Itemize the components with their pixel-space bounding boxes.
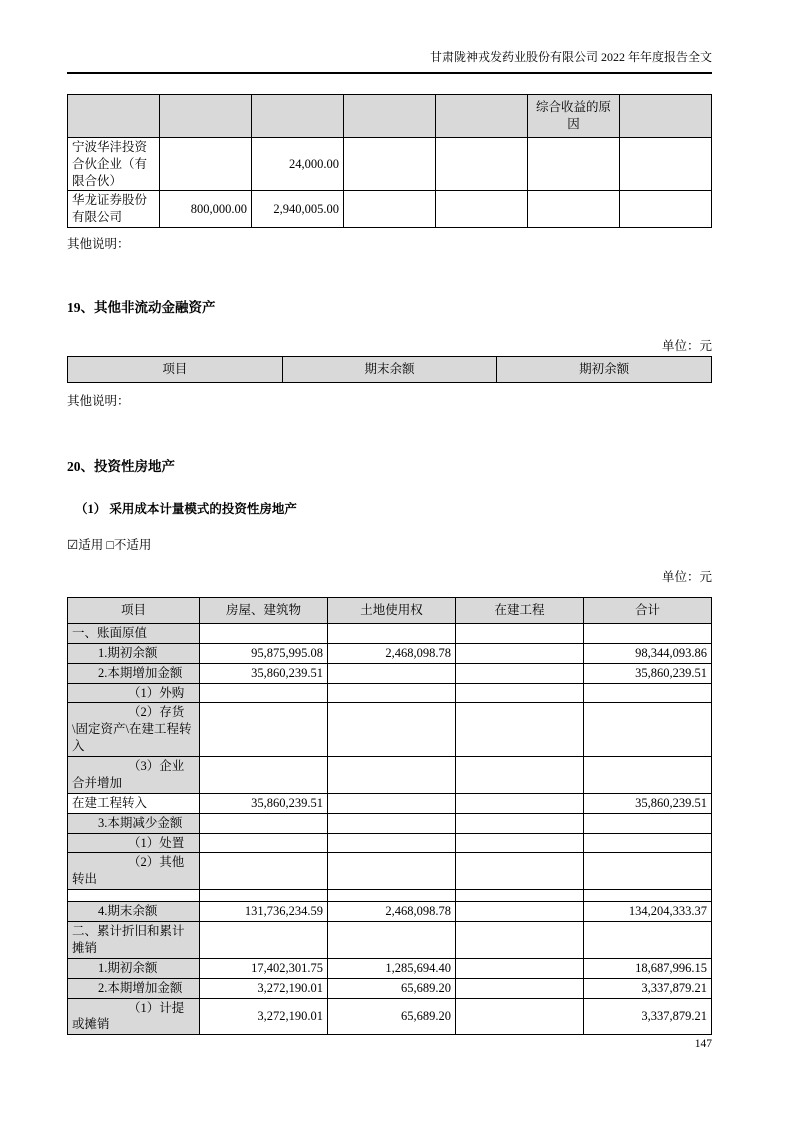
table-cell: 134,204,333.37 bbox=[584, 902, 712, 922]
table-cell bbox=[344, 137, 436, 191]
other-noncurrent-financial-assets-table bbox=[67, 356, 712, 383]
table-header-cell: 期初余额 bbox=[497, 357, 712, 383]
table-cell: 65,689.20 bbox=[328, 978, 456, 998]
table-cell bbox=[328, 703, 456, 757]
table-header-cell: 在建工程 bbox=[456, 598, 584, 624]
table-row bbox=[68, 853, 712, 890]
table-cell: 17,402,301.75 bbox=[200, 958, 328, 978]
table-cell bbox=[584, 922, 712, 959]
table-row bbox=[68, 663, 712, 683]
table-cell bbox=[456, 813, 584, 833]
table-row bbox=[68, 833, 712, 853]
table-cell bbox=[200, 623, 328, 643]
page-content bbox=[67, 94, 712, 1035]
table-header-cell: 土地使用权 bbox=[328, 598, 456, 624]
table-cell: 35,860,239.51 bbox=[200, 793, 328, 813]
table-cell bbox=[528, 191, 620, 228]
table-header-row bbox=[68, 357, 712, 383]
table-cell bbox=[456, 703, 584, 757]
table-cell bbox=[328, 793, 456, 813]
table-cell bbox=[436, 137, 528, 191]
row-label-cell: 2.本期增加金额 bbox=[68, 663, 200, 683]
table-header-cell bbox=[252, 95, 344, 138]
table-cell bbox=[328, 663, 456, 683]
table-cell bbox=[328, 922, 456, 959]
table-row bbox=[68, 922, 712, 959]
table-cell: 35,860,239.51 bbox=[200, 663, 328, 683]
table-header-cell bbox=[160, 95, 252, 138]
table-cell: 35,860,239.51 bbox=[584, 793, 712, 813]
table-cell bbox=[200, 833, 328, 853]
table-cell bbox=[328, 757, 456, 794]
comprehensive-income-table-body bbox=[68, 95, 712, 228]
table-cell bbox=[456, 683, 584, 703]
row-label-cell: 4.期末余额 bbox=[68, 902, 200, 922]
document-title: 甘肃陇神戎发药业股份有限公司 2022 年年度报告全文 bbox=[429, 50, 712, 64]
table-header-cell: 项目 bbox=[68, 598, 200, 624]
table-cell bbox=[328, 813, 456, 833]
table-cell bbox=[200, 922, 328, 959]
table-cell bbox=[584, 757, 712, 794]
table-row bbox=[68, 137, 712, 191]
table-cell bbox=[436, 191, 528, 228]
row-label-cell: （3）企业合并增加 bbox=[68, 757, 200, 794]
table-header-cell bbox=[344, 95, 436, 138]
table-cell bbox=[584, 853, 712, 890]
table-cell bbox=[160, 137, 252, 191]
table-cell bbox=[584, 623, 712, 643]
table-cell: 18,687,996.15 bbox=[584, 958, 712, 978]
table-cell bbox=[328, 833, 456, 853]
table-cell: 2,468,098.78 bbox=[328, 643, 456, 663]
table-cell bbox=[328, 683, 456, 703]
section-20-heading: 20、投资性房地产 bbox=[67, 459, 175, 474]
table-cell bbox=[456, 890, 584, 902]
table-cell bbox=[456, 998, 584, 1035]
table-cell: 3,272,190.01 bbox=[200, 998, 328, 1035]
table-row bbox=[68, 623, 712, 643]
table-cell bbox=[620, 137, 712, 191]
table-cell bbox=[584, 833, 712, 853]
table-header-cell: 综合收益的原因 bbox=[528, 95, 620, 138]
table-cell: 3,337,879.21 bbox=[584, 998, 712, 1035]
table-row bbox=[68, 902, 712, 922]
other-noncurrent-financial-assets-table-body bbox=[68, 357, 712, 383]
table-row bbox=[68, 643, 712, 663]
table-cell: 35,860,239.51 bbox=[584, 663, 712, 683]
table-cell bbox=[328, 853, 456, 890]
table-row bbox=[68, 757, 712, 794]
table-cell: 800,000.00 bbox=[160, 191, 252, 228]
table-header-row bbox=[68, 95, 712, 138]
table-cell: 2,468,098.78 bbox=[328, 902, 456, 922]
row-label-cell: 1.期初余额 bbox=[68, 958, 200, 978]
table-cell: 3,337,879.21 bbox=[584, 978, 712, 998]
table-header-cell: 项目 bbox=[68, 357, 283, 383]
table-row bbox=[68, 191, 712, 228]
applicability-checkboxes: ☑适用 □不适用 bbox=[67, 538, 152, 552]
table-row bbox=[68, 890, 712, 902]
table-cell bbox=[456, 922, 584, 959]
table-cell bbox=[200, 890, 328, 902]
row-label-cell: 1.期初余额 bbox=[68, 643, 200, 663]
row-label-cell: 3.本期减少金额 bbox=[68, 813, 200, 833]
table-cell: 65,689.20 bbox=[328, 998, 456, 1035]
table-cell bbox=[456, 958, 584, 978]
table-cell bbox=[456, 833, 584, 853]
table-header-row bbox=[68, 598, 712, 624]
row-label-cell: （2）其他转出 bbox=[68, 853, 200, 890]
table-cell: 24,000.00 bbox=[252, 137, 344, 191]
document-header bbox=[67, 48, 712, 74]
page-number: 147 bbox=[694, 1038, 712, 1050]
table-cell bbox=[584, 813, 712, 833]
table-cell: 3,272,190.01 bbox=[200, 978, 328, 998]
table-header-cell: 房屋、建筑物 bbox=[200, 598, 328, 624]
table-cell bbox=[528, 137, 620, 191]
table-cell bbox=[456, 902, 584, 922]
unit-label-2: 单位：元 bbox=[661, 570, 712, 584]
investment-property-table bbox=[67, 597, 712, 1035]
table-row bbox=[68, 703, 712, 757]
other-notes-label-1: 其他说明： bbox=[67, 237, 130, 252]
table-cell: 华龙证券股份有限公司 bbox=[68, 191, 160, 228]
unit-label-1: 单位：元 bbox=[661, 339, 712, 354]
row-label-cell bbox=[68, 890, 200, 902]
table-row bbox=[68, 793, 712, 813]
row-label-cell: （1）计提或摊销 bbox=[68, 998, 200, 1035]
table-cell bbox=[456, 663, 584, 683]
table-cell bbox=[328, 623, 456, 643]
other-notes-label-2: 其他说明： bbox=[67, 394, 130, 408]
table-cell bbox=[456, 623, 584, 643]
row-label-cell: （1）处置 bbox=[68, 833, 200, 853]
section-19-heading: 19、其他非流动金融资产 bbox=[67, 300, 216, 316]
table-header-cell bbox=[436, 95, 528, 138]
section-20-subheading: （1） 采用成本计量模式的投资性房地产 bbox=[75, 502, 297, 516]
table-row bbox=[68, 813, 712, 833]
table-cell bbox=[584, 890, 712, 902]
row-label-cell: 在建工程转入 bbox=[68, 793, 200, 813]
table-cell bbox=[456, 978, 584, 998]
table-cell: 95,875,995.08 bbox=[200, 643, 328, 663]
investment-property-table-body bbox=[68, 598, 712, 1035]
table-cell bbox=[584, 683, 712, 703]
table-header-cell bbox=[620, 95, 712, 138]
table-header-cell: 合计 bbox=[584, 598, 712, 624]
table-cell bbox=[620, 191, 712, 228]
table-header-cell: 期末余额 bbox=[282, 357, 497, 383]
table-row bbox=[68, 683, 712, 703]
comprehensive-income-table bbox=[67, 94, 712, 228]
table-row bbox=[68, 958, 712, 978]
table-cell bbox=[456, 853, 584, 890]
table-cell bbox=[200, 683, 328, 703]
table-cell bbox=[456, 643, 584, 663]
table-cell bbox=[328, 890, 456, 902]
row-label-cell: （2）存货\固定资产\在建工程转入 bbox=[68, 703, 200, 757]
row-label-cell: 二、累计折旧和累计摊销 bbox=[68, 922, 200, 959]
table-cell bbox=[200, 703, 328, 757]
table-cell: 131,736,234.59 bbox=[200, 902, 328, 922]
table-row bbox=[68, 998, 712, 1035]
table-header-cell bbox=[68, 95, 160, 138]
row-label-cell: （1）外购 bbox=[68, 683, 200, 703]
table-cell bbox=[200, 853, 328, 890]
table-row bbox=[68, 978, 712, 998]
row-label-cell: 一、账面原值 bbox=[68, 623, 200, 643]
table-cell: 98,344,093.86 bbox=[584, 643, 712, 663]
table-cell: 1,285,694.40 bbox=[328, 958, 456, 978]
table-cell bbox=[456, 793, 584, 813]
table-cell bbox=[200, 813, 328, 833]
table-cell bbox=[584, 703, 712, 757]
table-cell bbox=[200, 757, 328, 794]
table-cell: 宁波华沣投资合伙企业（有限合伙） bbox=[68, 137, 160, 191]
table-cell bbox=[456, 757, 584, 794]
table-cell: 2,940,005.00 bbox=[252, 191, 344, 228]
table-cell bbox=[344, 191, 436, 228]
row-label-cell: 2.本期增加金额 bbox=[68, 978, 200, 998]
